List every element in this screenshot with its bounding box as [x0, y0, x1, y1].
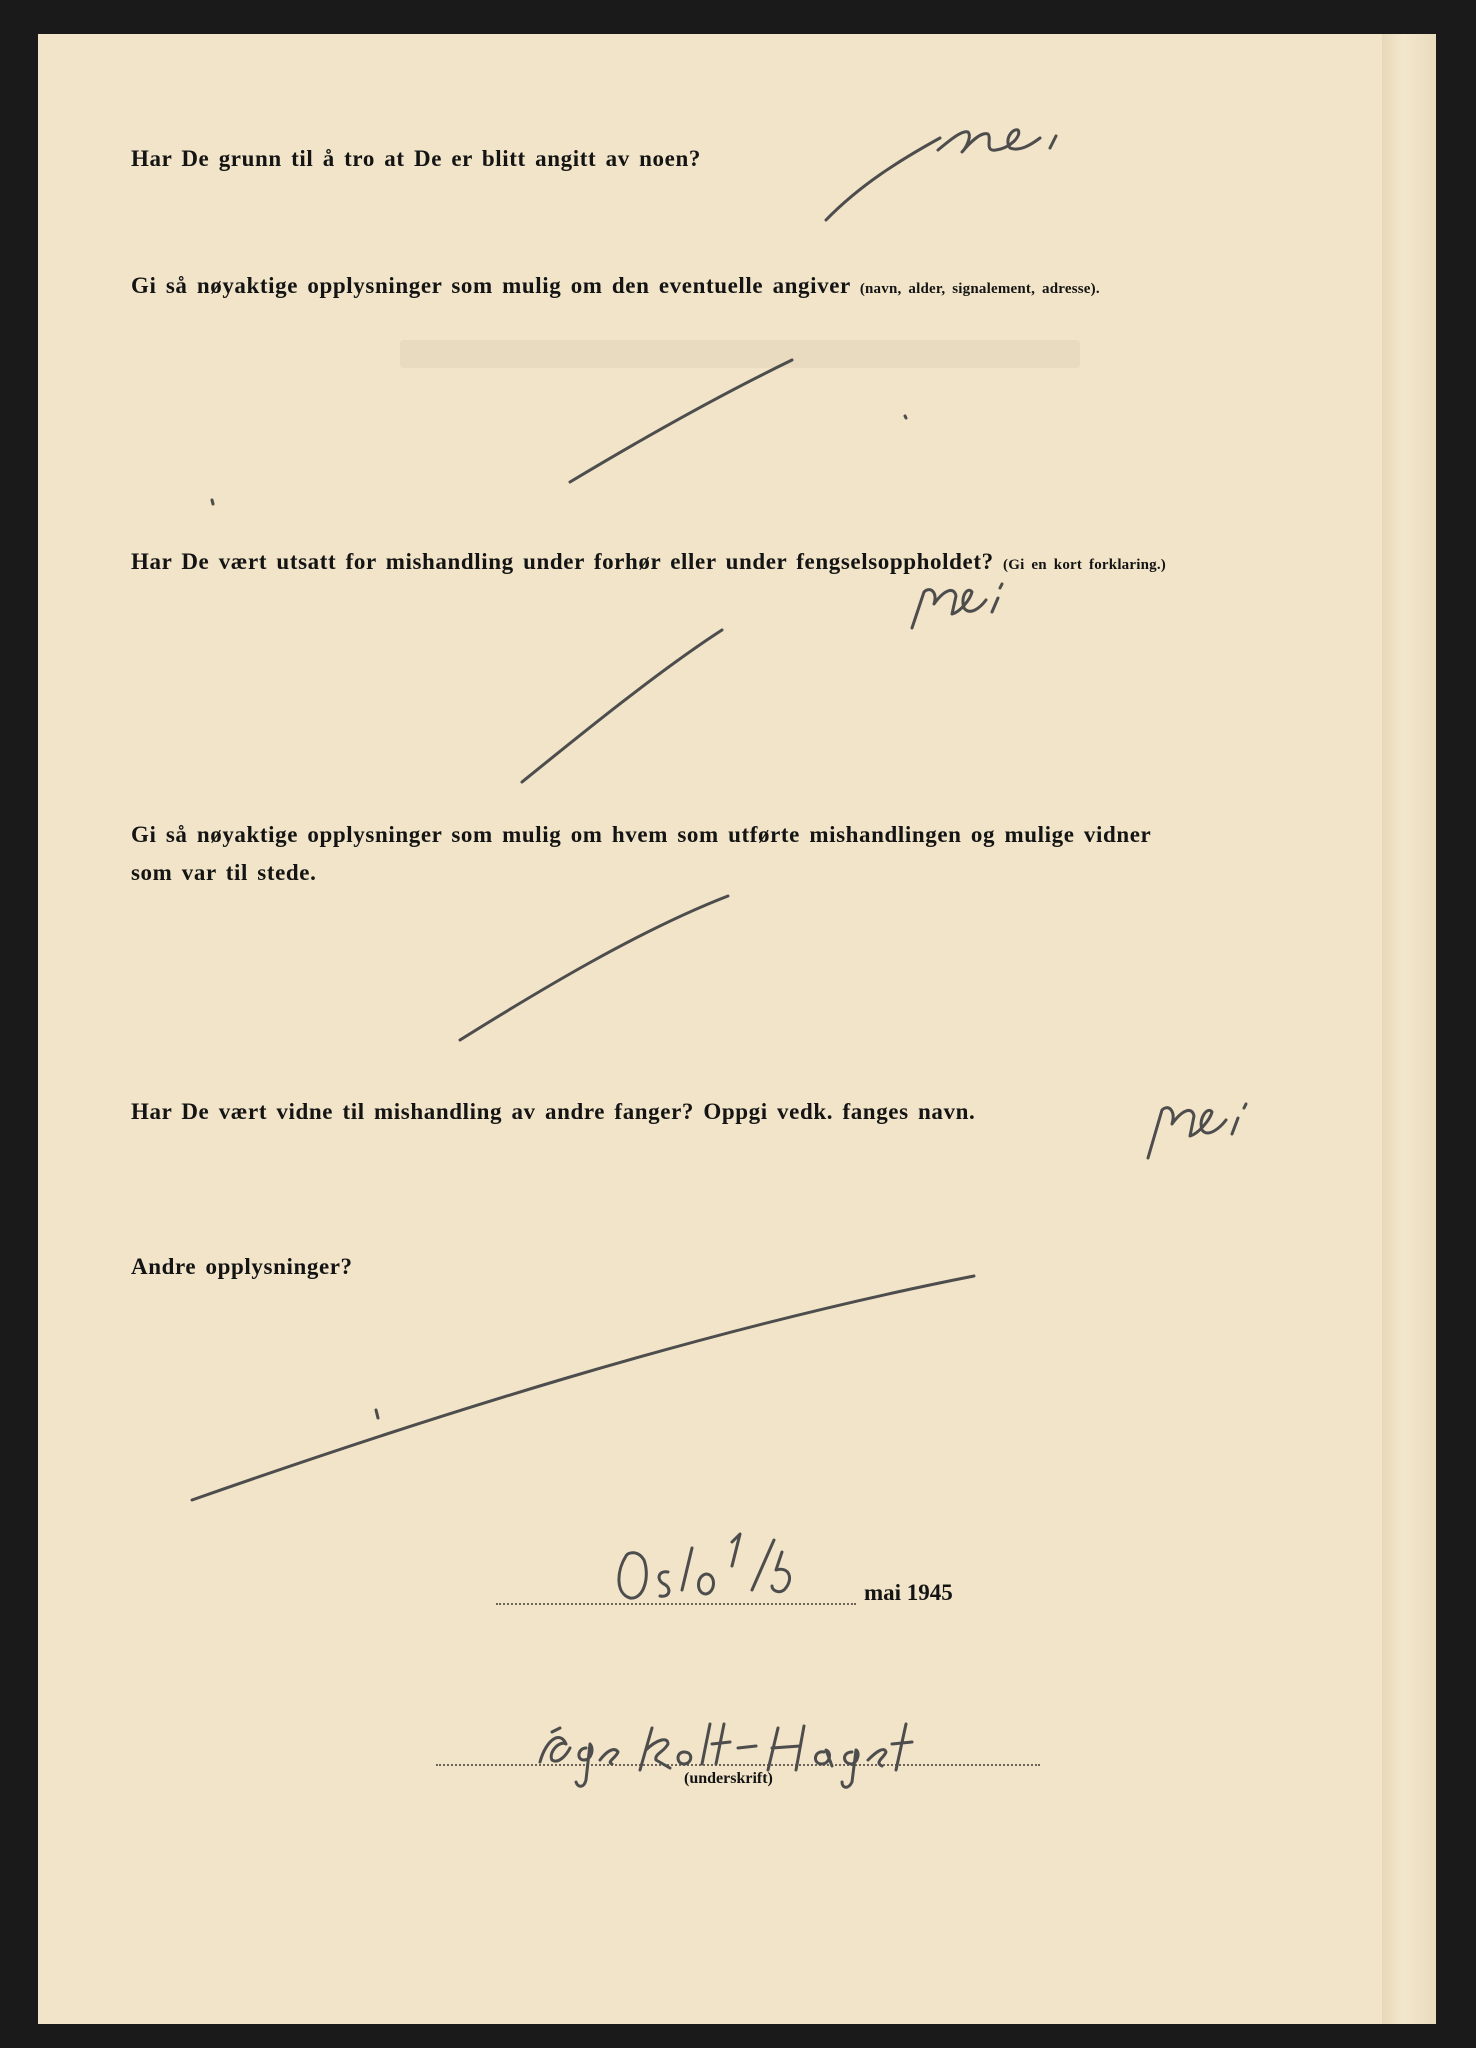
handwritten-place-date: [619, 1534, 790, 1598]
question-angitt: Har De grunn til å tro at De er blitt angitt av noen?: [131, 146, 701, 171]
pencil-strike-q3: [522, 630, 722, 782]
pencil-strike-q4: [460, 896, 728, 1040]
question-angiver-text: Gi så nøyaktige opplysninger som mulig om den eventuelle angiver: [131, 273, 851, 298]
question-witness: Har De vært vidne til mishandling av andre fanger? Oppgi vedk. fanges navn.: [131, 1099, 976, 1124]
pencil-strike-q6: [192, 1276, 974, 1500]
question-perpetrators-line2: som var til stede.: [131, 860, 317, 885]
signature-label: (underskrift): [684, 1770, 773, 1787]
handwritten-signature: [540, 1724, 912, 1787]
handwritten-nei-q3: [912, 584, 1002, 628]
question-other-info: Andre opplysninger?: [131, 1254, 353, 1279]
handwritten-nei-q1: [938, 130, 1056, 152]
handwritten-nei-q5: [1148, 1104, 1246, 1158]
pencil-speck: [212, 500, 213, 504]
date-suffix: mai 1945: [864, 1580, 953, 1605]
pencil-speck: [376, 1410, 378, 1418]
pencil-strike-q1: [826, 138, 940, 220]
question-perpetrators-line1: Gi så nøyaktige opplysninger som mulig om hvem som utførte mishandlingen og mulige vidner: [131, 822, 1152, 847]
question-angiver-note: (navn, alder, signalement, adresse).: [859, 281, 1100, 297]
question-mishandling-text: Har De vært utsatt for mishandling under forhør eller under fengselsoppholdet?: [131, 549, 994, 574]
question-mishandling-note: (Gi en kort forklaring.): [1003, 557, 1166, 573]
pencil-speck: [905, 416, 906, 418]
pencil-strike-q2: [570, 360, 792, 482]
